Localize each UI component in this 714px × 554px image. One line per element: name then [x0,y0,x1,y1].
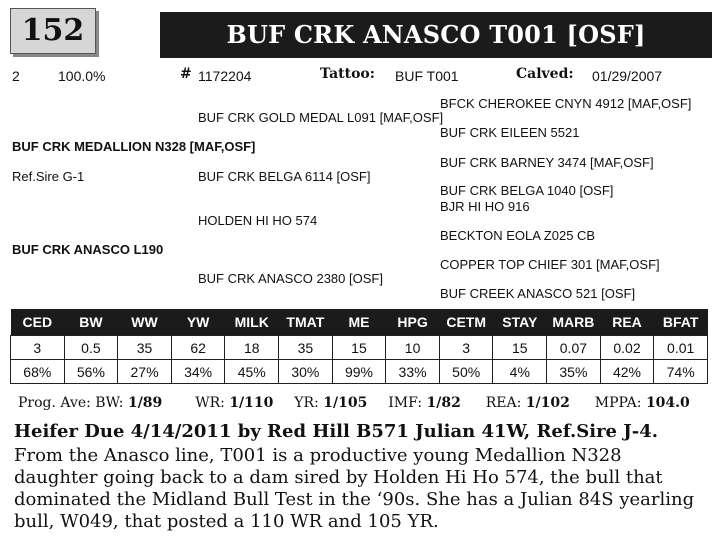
sire: BUF CRK MEDALLION N328 [MAF,OSF] [12,139,256,154]
sire-sire-sire: BFCK CHEROKEE CNYN 4912 [MAF,OSF] [440,96,692,111]
count: 2 [12,68,20,84]
sire-dam-sire: BUF CRK BARNEY 3474 [MAF,OSF] [440,155,654,170]
prog-yr: 1/105 [323,395,368,411]
epd-value: 18 [225,336,279,360]
prog-imf: 1/82 [426,395,461,411]
epd-header: HPG [386,309,440,336]
epd-percentile: 42% [600,360,654,384]
epd-header: MARB [547,309,601,336]
tattoo-label: Tattoo: [320,66,375,82]
calved-label: Calved: [516,66,574,82]
epd-header: BW [64,309,118,336]
epd-value: 0.5 [64,336,118,360]
epd-value: 0.01 [654,336,708,360]
dam-dam-dam: BUF CREEK ANASCO 521 [OSF] [440,286,636,301]
prog-wr: 1/110 [229,395,274,411]
epd-value: 62 [171,336,225,360]
percent: 100.0% [58,68,106,84]
epd-value: 10 [386,336,440,360]
epd-header: YW [171,309,225,336]
calved-value: 01/29/2007 [592,68,663,84]
epd-header: CED [11,309,65,336]
epd-value: 15 [493,336,547,360]
dam: BUF CRK ANASCO L190 [12,242,164,257]
epd-header: BFAT [654,309,708,336]
tattoo-value: BUF T001 [395,68,459,84]
dam-sire-dam: BECKTON EOLA Z025 CB [440,228,596,243]
sire-dam: BUF CRK BELGA 6114 [OSF] [198,169,371,184]
epd-percentile: 27% [118,360,172,384]
epd-header: CETM [439,309,493,336]
epd-value: 15 [332,336,386,360]
dam-dam: BUF CRK ANASCO 2380 [OSF] [198,271,383,286]
dam-sire-sire: BJR HI HO 916 [440,199,530,214]
epd-header: WW [118,309,172,336]
prog-bw: 1/89 [127,395,163,411]
animal-name-title: BUF CRK ANASCO T001 [OSF] [160,12,712,58]
reg-number: 1172204 [198,68,252,84]
prog-mppa: 104.0 [645,395,690,411]
epd-percentile: 34% [171,360,225,384]
progeny-averages [18,395,690,411]
epd-value: 0.07 [547,336,601,360]
sire-sire: BUF CRK GOLD MEDAL L091 [MAF,OSF] [198,110,444,125]
prog-mppa-label: MPPA: [594,395,642,411]
epd-table [10,309,708,384]
dam-sire: HOLDEN HI HO 574 [198,213,318,228]
lot-number: 152 [10,8,96,54]
epd-value: 0.02 [600,336,654,360]
prog-rea-label: REA: [485,395,522,411]
prog-rea: 1/102 [525,395,570,411]
epd-percentile: 45% [225,360,279,384]
epd-header: STAY [493,309,547,336]
epd-percentile-row [11,360,708,384]
epd-percentile: 30% [279,360,333,384]
epd-percentile: 68% [11,360,65,384]
epd-percentile: 56% [64,360,118,384]
epd-value: 35 [118,336,172,360]
dam-dam-sire: COPPER TOP CHIEF 301 [MAF,OSF] [440,257,660,272]
epd-value-row [11,336,708,360]
prog-bw-label: Prog. Ave: BW: [18,395,124,411]
epd-percentile: 50% [439,360,493,384]
epd-percentile: 33% [386,360,440,384]
epd-header: TMAT [279,309,333,336]
epd-percentile: 35% [547,360,601,384]
epd-value: 35 [279,336,333,360]
epd-value: 3 [11,336,65,360]
epd-header-row [11,309,708,336]
sire-note: Ref.Sire G-1 [12,169,85,184]
epd-percentile: 99% [332,360,386,384]
epd-header: REA [600,309,654,336]
headline: Heifer Due 4/14/2011 by Red Hill B571 Julian 41W, Ref.Sire J-4. [14,421,659,442]
sire-dam-dam: BUF CRK BELGA 1040 [OSF] [440,183,614,198]
epd-percentile: 4% [493,360,547,384]
prog-yr-label: YR: [294,395,319,411]
epd-header: ME [332,309,386,336]
reg-label: # [180,66,192,82]
description: From the Anasco line, T001 is a productive young Medallion N328 daughter going back to a dam sired by Holden Hi Ho 574, the bull that dominated the Midland Bull Test in the ‘90s. She has a Julian 84S yearling bull, W049, that posted a 110 WR and 105 YR. [14,445,695,532]
epd-header: MILK [225,309,279,336]
epd-value: 3 [439,336,493,360]
prog-wr-label: WR: [195,395,225,411]
sire-sire-dam: BUF CRK EILEEN 5521 [440,125,580,140]
epd-percentile: 74% [654,360,708,384]
prog-imf-label: IMF: [388,395,423,411]
